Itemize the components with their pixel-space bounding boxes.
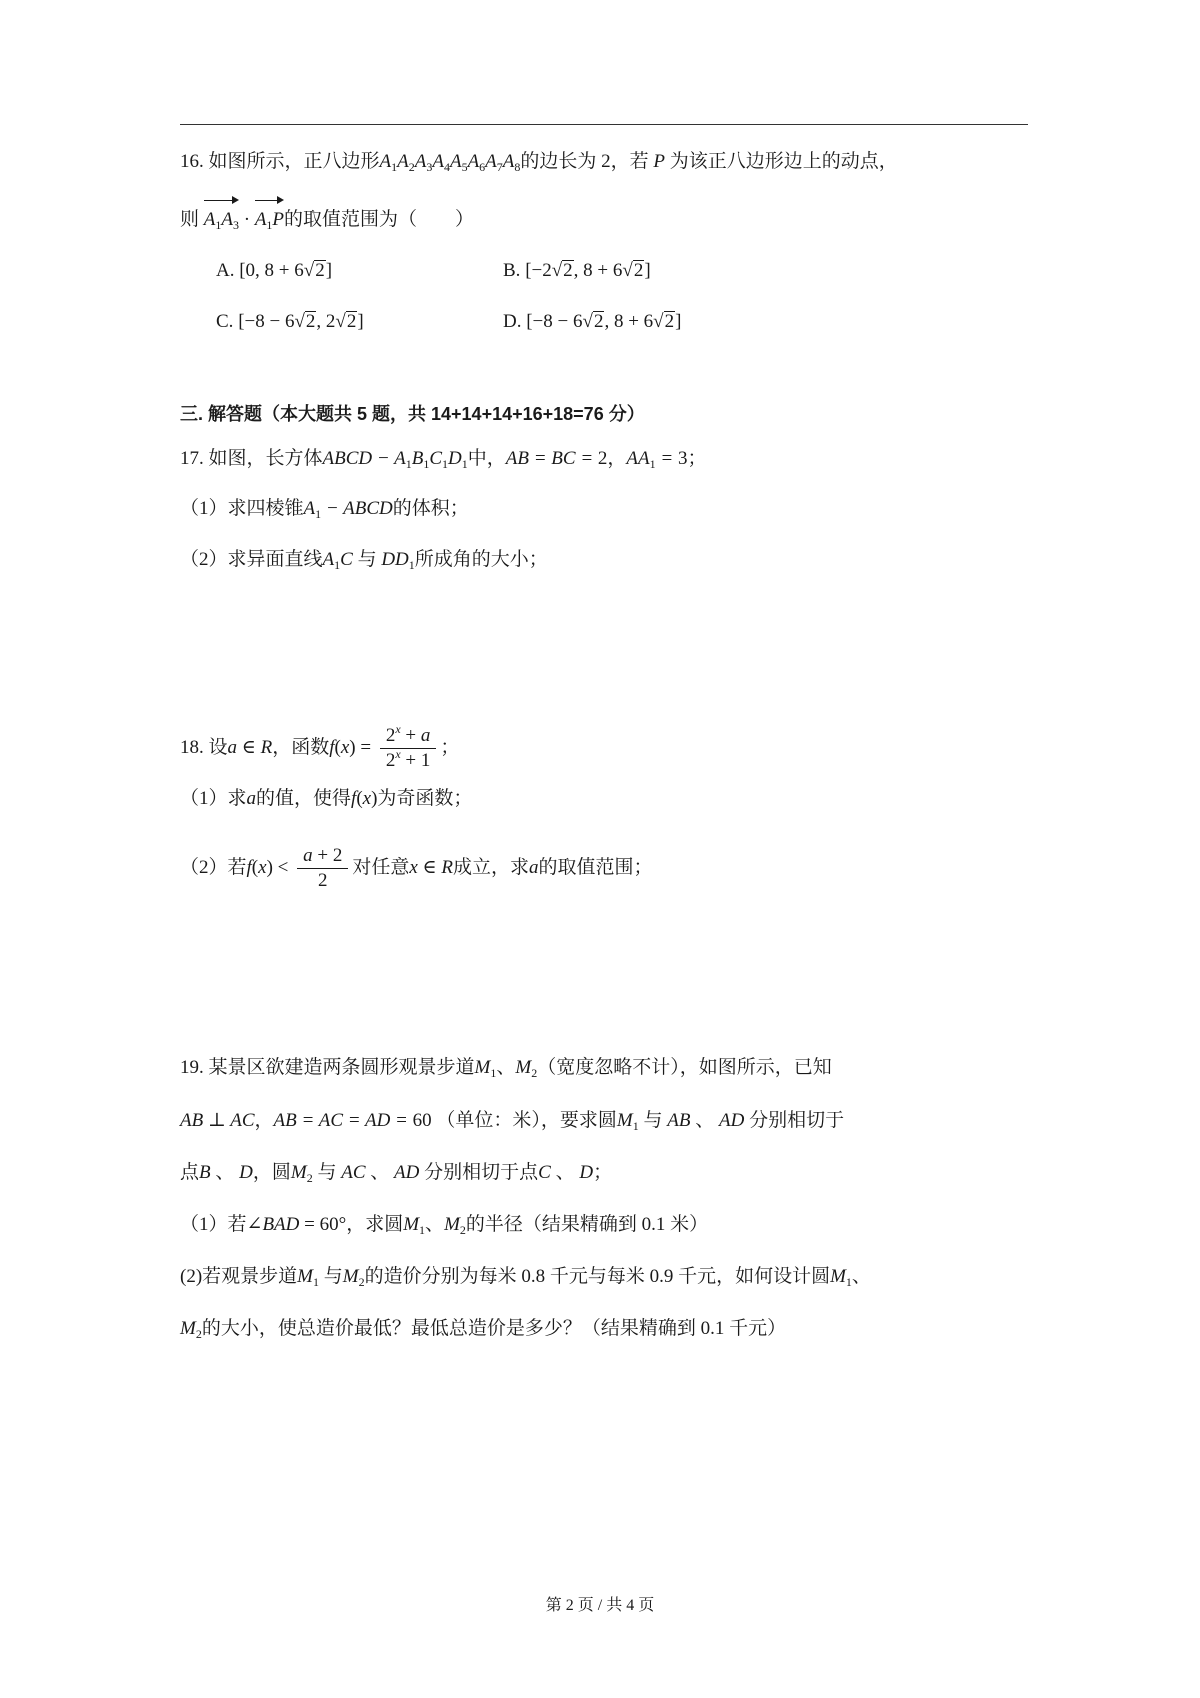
equation: AB = AC = AD = [273,1110,413,1131]
q19-sub2 [180,1262,871,1292]
point-p: P [653,151,666,172]
q18-sub2: （2）若f(x) < $\frac{a + 2}{2}$ 对任意x ∈ R成立，求a的取值范围； [180,845,653,891]
q17-text: 17. 如图，长方体 [180,448,323,469]
q19-text: 分别相切于 [749,1110,845,1131]
q19-text: 的大小，使总造价最低？最低总造价是多少？（结果精确到 0.1 千元） [201,1318,787,1339]
q17-text: ， [607,448,627,469]
q19-text: 、 [555,1162,575,1183]
q16-option-b: B. [−2√2, 8 + 6√2] [503,260,651,281]
point: D [239,1162,253,1183]
q19-text: （1）若 [180,1214,247,1235]
q18-text: ； [440,736,460,758]
pyramid-label: $A_1$ − ABCD [303,498,393,521]
header-rule [180,124,1028,125]
segment: AC [341,1162,366,1183]
denominator: 2 [317,870,328,891]
function-name: f [329,736,335,758]
function-fraction [380,724,437,773]
q17-text: 所成角的大小； [414,549,548,570]
vector-a1a3: $A_1A_3$ [204,201,239,235]
circle-m1: $M_1$ [474,1057,497,1080]
circle-m1: $M_1$ [616,1110,639,1133]
q19-line3 [180,1158,612,1188]
q16-option-c: C. [−8 − 6√2, 2√2] [216,311,364,332]
q19-text: 点 [180,1162,200,1183]
q16-option-d: D. [−8 − 6√2, 8 + 6√2] [503,311,682,332]
equation: AB ⊥ AC [180,1110,255,1131]
q19-text: 分别相切于点 [424,1162,539,1183]
solid-label: ABCD − $A_1B_1C_1D_1$ [322,448,468,471]
q19-text: 、 [425,1214,445,1235]
circle-m2: $M_2$ [342,1266,365,1289]
point: B [199,1162,211,1183]
var-x: x [340,736,350,758]
sqrt-sign: √ [622,260,633,281]
option-label: D. [503,311,527,332]
q17-line1: 17. 如图，长方体ABCD − $A_1B_1C_1D_1$中，AB = BC = 2，$AA_1 = 3$； [180,448,707,471]
q17-text: 中， [467,448,506,469]
line-label: $DD_1$ [381,549,415,572]
q18-text: 的取值范围； [538,856,653,878]
option-label: C. [216,311,239,332]
q16-line2: 则 $A_1A_3 \cdot A_1P$的取值范围为（ ） [180,201,474,235]
option-label: B. [503,260,526,281]
q18-text: 的值，使得 [256,788,352,809]
q16-text: 为该正八边形边上的动点， [669,151,898,172]
var-a: a [246,788,257,809]
sqrt-sign: √ [335,311,346,332]
circle-m1: $M_1$ [830,1266,852,1289]
sqrt-arg: 2 [305,311,316,332]
q19-line6 [180,1314,786,1344]
q19-text: (2)若观景步道 [180,1266,298,1287]
q18-line1: 18. 设a ∈ R，函数f(x) = $\frac{2^x + a}{2^x + 1}$ ； [180,722,460,771]
q17-sub2 [180,545,548,575]
q19-text: 、 [370,1162,390,1183]
sqrt-arg: 2 [593,311,604,332]
numerator: a + 2 [297,844,348,869]
q19-text: ，圆 [252,1162,291,1183]
q18-text: 成立，求 [452,856,529,878]
function-name: f [351,788,357,809]
option-label: A. [216,260,240,281]
sqrt-arg: 2 [664,311,675,332]
q18-sub1: （1）求a的值，使得f(x)为奇函数； [180,788,473,809]
q19-text: 的造价分别为每米 0.8 千元与每米 0.9 千元，如何设计圆 [364,1266,831,1287]
condition: a [227,736,238,758]
q18-text: 为奇函数； [377,788,473,809]
set-r: R [260,736,273,758]
q19-text: 19. 某景区欲建造两条圆形观景步道 [180,1057,475,1078]
q19-text: 与 [317,1162,337,1183]
q19-text: 与 [643,1110,663,1131]
vector-a1p: $A_1P$ [255,201,284,235]
sqrt-arg: 2 [315,260,325,281]
circle-m2: $M_2$ [444,1214,466,1237]
segment: AB [667,1110,691,1131]
var-x: x [409,856,418,878]
q19-text: 、 [496,1057,516,1078]
sqrt-sign: √ [294,311,305,332]
q19-text: 的半径（结果精确到 0.1 米） [465,1214,709,1235]
angle: BAD [262,1214,300,1235]
var-x: x [258,856,267,878]
sqrt-arg: 2 [346,311,357,332]
sqrt-sign: √ [582,311,593,332]
line-label: $A_1C$ [322,549,353,572]
q19-text: ，求圆 [346,1214,404,1235]
point: C [538,1162,551,1183]
q16-option-a: A. [0, 8 + 6√2] [216,260,333,281]
var-a: a [528,856,539,878]
segment: AD [718,1110,745,1131]
q19-text: 与 [323,1266,343,1287]
sqrt-sign: √ [653,311,664,332]
circle-m2: $M_2$ [290,1162,313,1185]
circle-m2: $M_2$ [515,1057,538,1080]
point: D [579,1162,594,1183]
q16-line1 [180,147,898,177]
sqrt-sign: √ [551,260,563,281]
q17-text: （2）求异面直线 [180,549,323,570]
q18-text: 对任意 [352,856,410,878]
function-name: f [246,856,252,878]
q16-text: 则 [180,209,200,230]
q17-text: 与 [357,549,377,570]
bound-fraction [297,844,348,893]
section-heading: 三. 解答题（本大题共 5 题，共 14+14+14+16+18=76 分） [180,404,645,424]
set-r: R [441,856,453,878]
equation: $AA_1$ = [626,448,678,471]
var-x: x [362,788,372,809]
sqrt-arg: 2 [633,260,644,281]
q18-text: ，函数 [272,736,330,758]
q18-text: （1）求 [180,788,247,809]
q19-text: （单位：米），要求圆 [436,1110,617,1131]
octagon-label: $A_1A_2A_3A_4A_5A_6A_7A_8$ [379,151,521,174]
sqrt-sign: √ [303,260,315,281]
page-footer: 第 2 页 / 共 4 页 [545,1597,655,1614]
q16-text: 的边长为 2，若 [520,151,649,172]
q19-text: （宽度忽略不计），如图所示，已知 [537,1057,832,1078]
q17-text: （1）求四棱锥 [180,498,304,519]
circle-m1: $M_1$ [403,1214,426,1237]
q17-text: 的体积； [392,498,469,519]
q19-text: 、 [215,1162,235,1183]
q17-text: ； [687,448,707,469]
q19-line2: AB ⊥ AC，AB = AC = AD = 60 （单位：米），要求圆$M_1$ 与 AB 、 AD 分别相切于 [180,1110,845,1133]
circle-m1: $M_1$ [297,1266,319,1289]
q19-text: 、 [851,1266,871,1287]
sqrt-arg: 2 [563,260,573,281]
q17-sub1 [180,494,469,524]
q18-text: 18. 设 [180,736,228,758]
numerator: $2^x + a$ [380,724,437,749]
circle-m2: $M_2$ [180,1318,202,1341]
segment: AD [394,1162,420,1183]
q19-text: ， [254,1110,274,1131]
q16-text: 16. 如图所示，正八边形 [180,151,380,172]
denominator: $2^x + 1$ [385,747,431,771]
q18-text: （2）若 [180,856,247,878]
equation: AB = BC = [505,448,598,469]
q16-text: 的取值范围为（ ） [284,209,475,230]
q19-line1 [180,1053,832,1083]
q19-sub1: （1）若∠BAD = 60°，求圆$M_1$、$M_2$的半径（结果精确到 0.1 米） [180,1214,709,1237]
q19-text: ； [593,1162,613,1183]
q19-text: 、 [695,1110,715,1131]
